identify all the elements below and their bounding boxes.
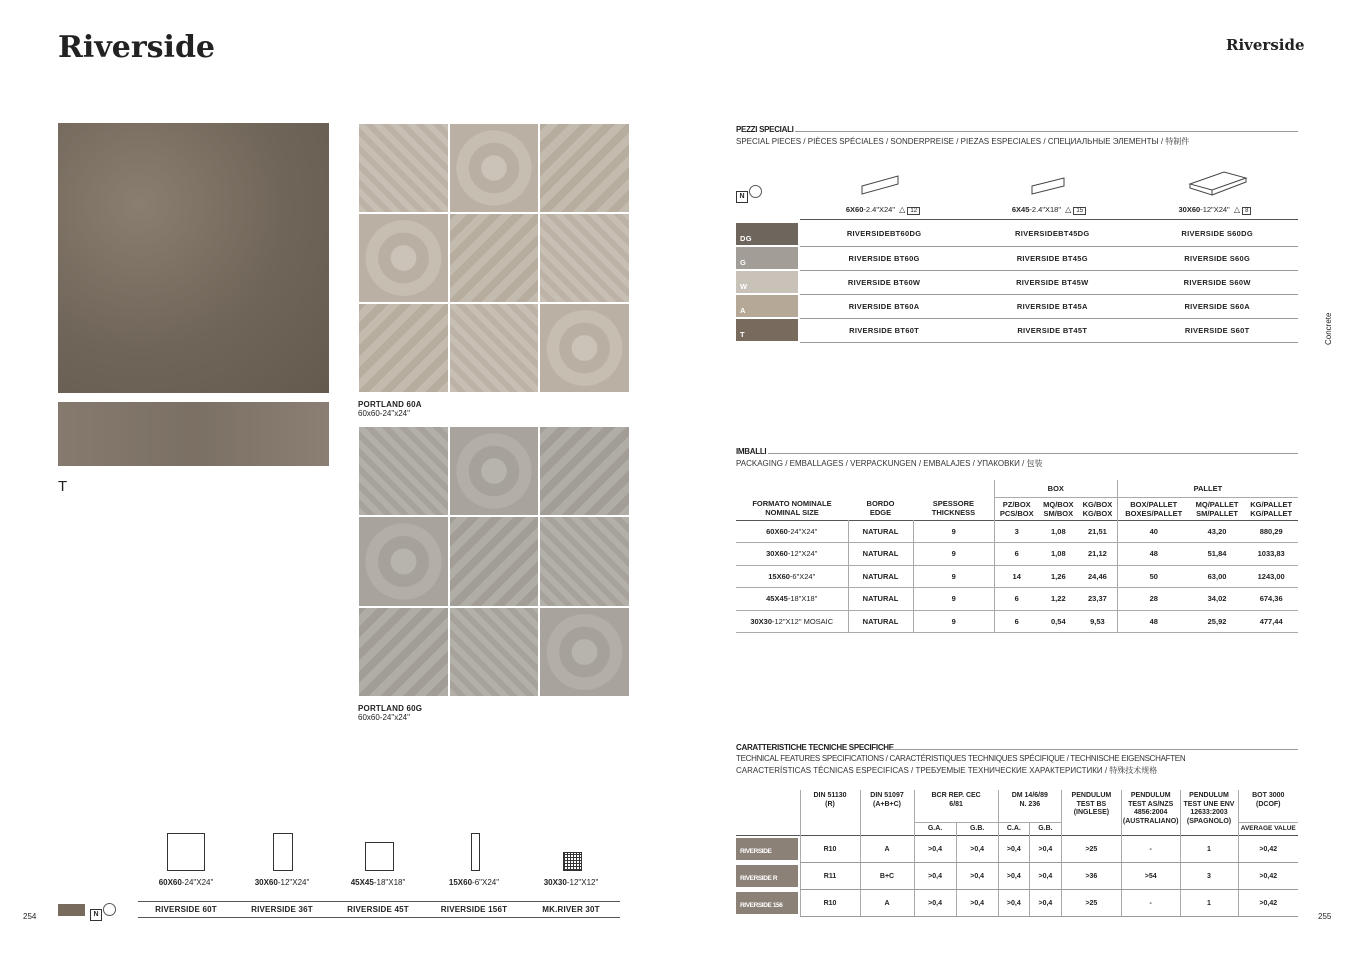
packaging-col-header: MQ/BOX SM/BOX bbox=[1043, 499, 1074, 518]
packaging-cell: NATURAL bbox=[848, 565, 913, 588]
bullnose-60-icon bbox=[860, 172, 902, 196]
circle-icon bbox=[749, 185, 762, 198]
technical-row-label: RIVERSIDE 156 bbox=[736, 892, 798, 914]
left-page-title: Riverside bbox=[58, 30, 216, 65]
format-shape-30x60 bbox=[273, 833, 293, 871]
packaging-row: 30X30-12"X12" MOSAIC NATURAL 9 6 0,54 9,53 48 25,92 477,44 bbox=[736, 610, 1298, 633]
right-page-number: 255 bbox=[1318, 912, 1332, 921]
th-din51130: DIN 51130 (R) bbox=[800, 790, 860, 836]
portland-a-grid bbox=[358, 123, 630, 393]
technical-cell: 1 bbox=[1180, 890, 1238, 917]
packaging-cell: 51,84 bbox=[1190, 543, 1245, 566]
format-rule-top bbox=[138, 901, 620, 902]
th-avg: AVERAGE VALUE bbox=[1238, 822, 1298, 836]
th-gb: G.B. bbox=[956, 822, 998, 836]
packaging-row: 15X60-6"X24" NATURAL 9 14 1,26 24,46 50 63,00 1243,00 bbox=[736, 565, 1298, 588]
packaging-cell: 880,29 bbox=[1244, 520, 1298, 543]
packaging-pallet-group: PALLET bbox=[1117, 480, 1298, 497]
packaging-col-header: KG/BOX KG/BOX bbox=[1082, 499, 1113, 518]
packaging-cell: NATURAL bbox=[848, 543, 913, 566]
portland-g-name: PORTLAND 60G bbox=[358, 704, 423, 713]
technical-cell: 1 bbox=[1180, 836, 1238, 863]
technical-cell: >0,4 bbox=[956, 863, 998, 890]
special-pieces-rule bbox=[795, 131, 1298, 132]
special-code: RIVERSIDE BT45A bbox=[968, 294, 1136, 318]
packaging-cell: 43,20 bbox=[1190, 520, 1245, 543]
special-rule bbox=[800, 219, 1298, 220]
finish-color-swatch: G bbox=[736, 247, 798, 269]
th-din51097: DIN 51097 (A+B+C) bbox=[860, 790, 914, 836]
technical-cell: >0,4 bbox=[1029, 836, 1061, 863]
packaging-box-group: BOX bbox=[994, 480, 1117, 497]
packaging-cell: 40 bbox=[1117, 520, 1190, 543]
technical-cell: >0,4 bbox=[998, 836, 1029, 863]
side-category-label: Concrete bbox=[1324, 312, 1333, 345]
technical-cell: >0,4 bbox=[914, 890, 956, 917]
format-code: RIVERSIDE 156T bbox=[440, 905, 508, 914]
packaging-subtitle: PACKAGING / EMBALLAGES / VERPACKUNGEN / EMBALAJES / УПАКОВКИ / 包装 bbox=[736, 459, 1043, 468]
technical-cell: >36 bbox=[1061, 863, 1121, 890]
format-code: MK.RIVER 30T bbox=[542, 905, 600, 914]
technical-cell: >0,42 bbox=[1238, 890, 1298, 917]
technical-cell: >0,4 bbox=[998, 863, 1029, 890]
th-ga: G.A. bbox=[914, 822, 956, 836]
packaging-cell: 1033,83 bbox=[1244, 543, 1298, 566]
packaging-cell: 9 bbox=[913, 588, 994, 611]
packaging-col-header: FORMATO NOMINALE NOMINAL SIZE bbox=[752, 499, 832, 518]
special-row bbox=[736, 270, 1298, 294]
packaging-title: IMBALLI bbox=[736, 447, 767, 456]
packaging-cell: 21,51 bbox=[1078, 520, 1117, 543]
circle-icon bbox=[103, 903, 116, 916]
packaging-cell: 6 bbox=[994, 543, 1038, 566]
packaging-cell: 23,37 bbox=[1078, 588, 1117, 611]
th-bcr: BCR REP. CEC 6/81 bbox=[914, 790, 998, 822]
special-code: RIVERSIDE BT45T bbox=[968, 318, 1136, 342]
packaging-cell: 6 bbox=[994, 588, 1038, 611]
format-rule-bottom bbox=[138, 917, 620, 918]
tile-color-letter: T bbox=[58, 478, 68, 495]
special-finish-icons bbox=[736, 185, 762, 203]
technical-subtitle-1: TECHNICAL FEATURES SPECIFICATIONS / CARACTÉRISTIQUES TECHNIQUES SPÉCIFIQUE / TECHNISCHE EIGENSCHAFTEN bbox=[736, 754, 1186, 763]
packaging-cell: 25,92 bbox=[1190, 610, 1245, 633]
packaging-col-header: BORDO EDGE bbox=[866, 499, 895, 518]
packaging-cell: 9 bbox=[913, 565, 994, 588]
packaging-cell: NATURAL bbox=[848, 610, 913, 633]
packaging-cell: 477,44 bbox=[1244, 610, 1298, 633]
packaging-col-header: MQ/PALLET SM/PALLET bbox=[1195, 499, 1239, 518]
technical-cell: R10 bbox=[800, 890, 860, 917]
format-shape-60x60 bbox=[167, 833, 205, 871]
technical-cell: >25 bbox=[1061, 836, 1121, 863]
packaging-cell: 34,02 bbox=[1190, 588, 1245, 611]
portland-g-grid bbox=[358, 426, 630, 697]
finish-color-swatch: A bbox=[736, 295, 798, 317]
technical-row-label: RIVERSIDE R bbox=[736, 865, 798, 887]
packaging-row: 60X60-24"X24" NATURAL 9 3 1,08 21,51 40 43,20 880,29 bbox=[736, 520, 1298, 543]
special-code: RIVERSIDE BT60T bbox=[800, 318, 968, 342]
color-swatch-t bbox=[58, 904, 85, 916]
special-columns-header: 6X60-2.4"X24" △ 12 6X45-2.4"X18" △ 15 30X60-12"X24" △ 8 bbox=[800, 205, 1298, 214]
packaging-row: 45X45-18"X18" NATURAL 9 6 1,22 23,37 28 34,02 674,36 bbox=[736, 588, 1298, 611]
packaging-table bbox=[736, 480, 1298, 633]
technical-cell: R11 bbox=[800, 863, 860, 890]
packaging-cell: 1243,00 bbox=[1244, 565, 1298, 588]
finish-icons bbox=[90, 903, 116, 921]
packaging-cell: 48 bbox=[1117, 543, 1190, 566]
th-pend-as: PENDULUM TEST AS/NZS 4856:2004 (AUSTRALIANO) bbox=[1121, 790, 1180, 836]
special-pieces-table bbox=[736, 222, 1298, 343]
th-pend-bs: PENDULUM TEST BS (INGLESE) bbox=[1061, 790, 1121, 836]
special-code: RIVERSIDE S60DG bbox=[1136, 222, 1298, 246]
format-code: RIVERSIDE 45T bbox=[347, 905, 409, 914]
format-shape-15x60 bbox=[471, 833, 480, 871]
packaging-cell: 21,12 bbox=[1078, 543, 1117, 566]
packaging-cell: 63,00 bbox=[1190, 565, 1245, 588]
special-code: RIVERSIDE S60G bbox=[1136, 246, 1298, 270]
packaging-col-header: PZ/BOX PCS/BOX bbox=[994, 497, 1038, 520]
format-shape-mosaic bbox=[563, 852, 582, 871]
th-ca: C.A. bbox=[998, 822, 1029, 836]
technical-cell: >0,4 bbox=[956, 836, 998, 863]
natural-finish-icon: N bbox=[736, 191, 748, 203]
special-pieces-subtitle: SPECIAL PIECES / PIÈCES SPÉCIALES / SONDERPREISE / PIEZAS ESPECIALES / СПЕЦИАЛЬНЫЕ ЭЛЕМЕНТЫ / 特制件 bbox=[736, 137, 1190, 146]
packaging-cell: NATURAL bbox=[848, 520, 913, 543]
technical-title: CARATTERISTICHE TECNICHE SPECIFICHE bbox=[736, 743, 894, 752]
technical-cell: >0,42 bbox=[1238, 836, 1298, 863]
packaging-cell: 50 bbox=[1117, 565, 1190, 588]
technical-cell: - bbox=[1121, 836, 1180, 863]
technical-cell: >0,4 bbox=[998, 890, 1029, 917]
th-gb2: G.B. bbox=[1029, 822, 1061, 836]
special-code: RIVERSIDE BT60A bbox=[800, 294, 968, 318]
special-code: RIVERSIDE BT60G bbox=[800, 246, 968, 270]
packaging-rule bbox=[768, 453, 1298, 454]
format-code: RIVERSIDE 36T bbox=[251, 905, 313, 914]
portland-g-size: 60x60-24"x24" bbox=[358, 713, 410, 722]
special-row bbox=[736, 246, 1298, 270]
technical-cell: >0,4 bbox=[1029, 890, 1061, 917]
packaging-cell: 1,22 bbox=[1039, 588, 1079, 611]
technical-row bbox=[736, 863, 1298, 890]
technical-cell: A bbox=[860, 890, 914, 917]
step-tread-icon bbox=[1188, 168, 1248, 198]
packaging-row: 30X60-12"X24" NATURAL 9 6 1,08 21,12 48 51,84 1033,83 bbox=[736, 543, 1298, 566]
packaging-col-header: BOX/PALLET BOXES/PALLET bbox=[1117, 497, 1190, 520]
special-code: RIVERSIDE S60A bbox=[1136, 294, 1298, 318]
packaging-cell: 1,26 bbox=[1039, 565, 1079, 588]
technical-cell: >25 bbox=[1061, 890, 1121, 917]
packaging-cell: 1,08 bbox=[1039, 543, 1079, 566]
special-code: RIVERSIDEBT45DG bbox=[968, 222, 1136, 246]
portland-a-name: PORTLAND 60A bbox=[358, 400, 422, 409]
finish-color-swatch: T bbox=[736, 319, 798, 341]
th-pend-une: PENDULUM TEST UNE ENV 12633:2003 (SPAGNOLO) bbox=[1180, 790, 1238, 836]
packaging-cell: 0,54 bbox=[1039, 610, 1079, 633]
technical-cell: >0,4 bbox=[914, 836, 956, 863]
technical-cell: >54 bbox=[1121, 863, 1180, 890]
technical-cell: >0,4 bbox=[1029, 863, 1061, 890]
technical-row bbox=[736, 836, 1298, 863]
finish-color-swatch: W bbox=[736, 271, 798, 293]
technical-cell: >0,4 bbox=[914, 863, 956, 890]
packaging-col-header: KG/PALLET KG/PALLET bbox=[1250, 499, 1293, 518]
special-row bbox=[736, 222, 1298, 246]
technical-subtitle-2: CARACTERÍSTICAS TÉCNICAS ESPECIFICAS / ТРЕБУЕМЫЕ ТЕХНИЧЕСКИЕ ХАРАКТЕРИСТИКИ / 特殊技术规格 bbox=[736, 766, 1158, 775]
technical-row bbox=[736, 890, 1298, 917]
format-shape-45x45 bbox=[365, 842, 394, 871]
special-code: RIVERSIDEBT60DG bbox=[800, 222, 968, 246]
packaging-cell: 28 bbox=[1117, 588, 1190, 611]
technical-row-label: RIVERSIDE bbox=[736, 838, 798, 860]
th-dm: DM 14/6/89 N. 236 bbox=[998, 790, 1061, 822]
packaging-cell: 9,53 bbox=[1078, 610, 1117, 633]
special-code: RIVERSIDE S60T bbox=[1136, 318, 1298, 342]
special-code: RIVERSIDE BT60W bbox=[800, 270, 968, 294]
left-page-number: 254 bbox=[23, 912, 37, 921]
packaging-cell: 9 bbox=[913, 543, 994, 566]
special-row bbox=[736, 318, 1298, 342]
packaging-cell: 24,46 bbox=[1078, 565, 1117, 588]
special-code: RIVERSIDE BT45G bbox=[968, 246, 1136, 270]
th-bot: BOT 3000 (DCOF) bbox=[1238, 790, 1298, 822]
technical-cell: A bbox=[860, 836, 914, 863]
special-pieces-title: PEZZI SPECIALI bbox=[736, 125, 794, 134]
technical-cell: 3 bbox=[1180, 863, 1238, 890]
right-page-title: Riverside bbox=[1226, 36, 1305, 54]
technical-table bbox=[736, 790, 1298, 917]
packaging-cell: 3 bbox=[994, 520, 1038, 543]
packaging-cell: 1,08 bbox=[1039, 520, 1079, 543]
format-sizes-row: 60X60-24"X24" 30X60-12"X24" 45X45-18"X18" 15X60-6"X24" 30X30-12"X12" bbox=[158, 878, 599, 887]
packaging-cell: 9 bbox=[913, 610, 994, 633]
format-code: RIVERSIDE 60T bbox=[155, 905, 217, 914]
technical-cell: >0,42 bbox=[1238, 863, 1298, 890]
technical-cell: B+C bbox=[860, 863, 914, 890]
technical-cell: - bbox=[1121, 890, 1180, 917]
packaging-cell: NATURAL bbox=[848, 588, 913, 611]
technical-cell: R10 bbox=[800, 836, 860, 863]
portland-a-size: 60x60-24"x24" bbox=[358, 409, 410, 418]
natural-finish-icon: N bbox=[90, 909, 102, 921]
technical-cell: >0,4 bbox=[956, 890, 998, 917]
special-row bbox=[736, 294, 1298, 318]
packaging-cell: 14 bbox=[994, 565, 1038, 588]
technical-rule bbox=[890, 749, 1298, 750]
packaging-cell: 48 bbox=[1117, 610, 1190, 633]
tile-image-strip bbox=[58, 402, 329, 466]
packaging-cell: 674,36 bbox=[1244, 588, 1298, 611]
bullnose-45-icon bbox=[1030, 174, 1068, 196]
packaging-cell: 9 bbox=[913, 520, 994, 543]
special-code: RIVERSIDE S60W bbox=[1136, 270, 1298, 294]
tile-image-main bbox=[58, 123, 329, 393]
packaging-cell: 6 bbox=[994, 610, 1038, 633]
packaging-col-header: SPESSORE THICKNESS bbox=[931, 499, 976, 518]
format-codes-row bbox=[138, 905, 620, 914]
special-code: RIVERSIDE BT45W bbox=[968, 270, 1136, 294]
finish-color-swatch: DG bbox=[736, 223, 798, 245]
